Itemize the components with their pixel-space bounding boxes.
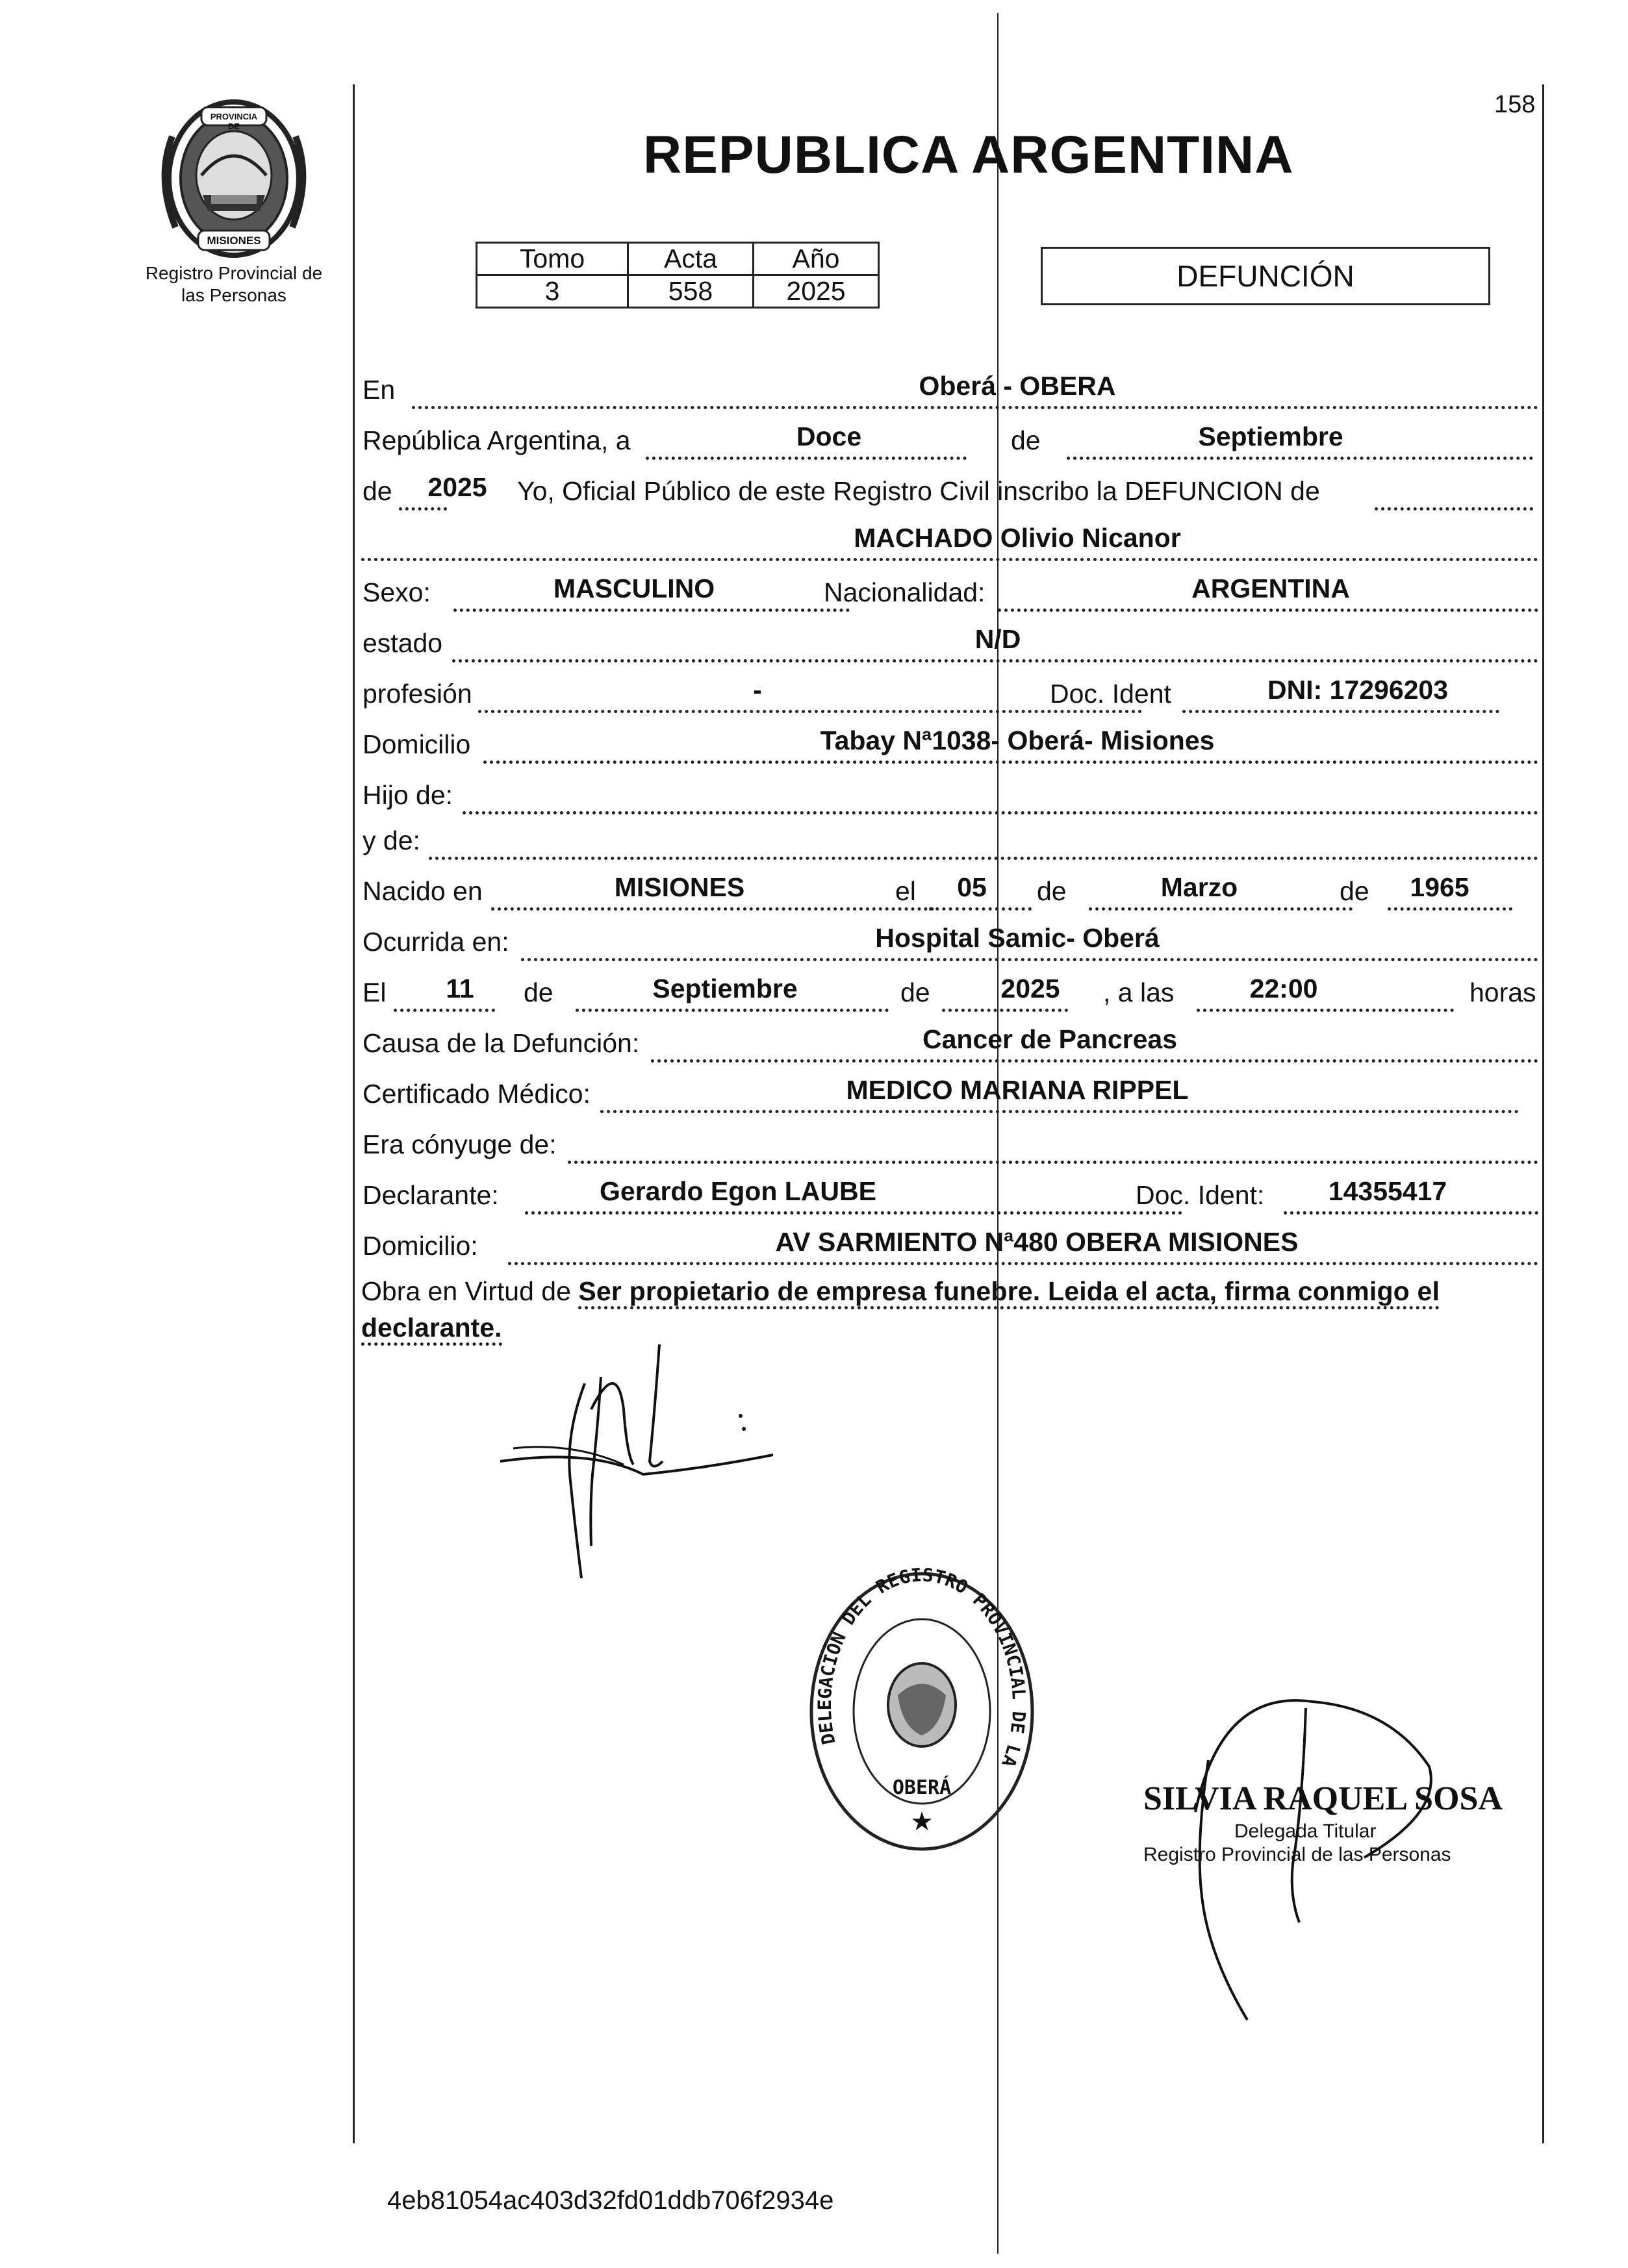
ocurrida-dots bbox=[521, 958, 1538, 961]
profesion-dots bbox=[478, 710, 1142, 713]
yde-label: y de: bbox=[362, 825, 420, 855]
causa-label: Causa de la Defunción: bbox=[362, 1028, 640, 1058]
declarante-value: Gerardo Egon LAUBE bbox=[600, 1176, 876, 1206]
volume-table bbox=[476, 242, 880, 309]
official-block bbox=[1143, 1780, 1507, 1866]
death-month: Septiembre bbox=[652, 974, 798, 1003]
official-dots bbox=[1375, 507, 1533, 510]
left-margin-line bbox=[353, 84, 355, 2143]
estado-label: estado bbox=[362, 628, 443, 658]
sexo-label: Sexo: bbox=[362, 577, 431, 607]
estado-dots bbox=[452, 659, 1538, 662]
nacido-dots bbox=[491, 907, 934, 911]
right-margin-line bbox=[1542, 84, 1544, 2143]
de1-label: de bbox=[1011, 425, 1041, 455]
row-declarante bbox=[361, 1170, 1538, 1220]
yde-dots bbox=[429, 857, 1538, 860]
declarante-dots bbox=[525, 1211, 1182, 1215]
row-causa bbox=[361, 1018, 1538, 1068]
year-value: 2025 bbox=[427, 472, 487, 502]
certificado-dots bbox=[600, 1110, 1519, 1113]
doc2-label: Doc. Ident: bbox=[1136, 1180, 1265, 1210]
birth-year: 1965 bbox=[1410, 872, 1469, 902]
birth-day-dots bbox=[929, 907, 1032, 911]
obra-value-line1: Ser propietario de empresa funebre. Leida el acta, firma conmigo el bbox=[578, 1276, 1440, 1309]
de5-label: de bbox=[524, 977, 553, 1007]
row-yde bbox=[361, 816, 1538, 865]
seal-star-icon: ★ bbox=[910, 1808, 934, 1836]
official-text: Yo, Oficial Público de este Registro Civil inscribo la DEFUNCION de bbox=[517, 476, 1320, 506]
tomo-value: 3 bbox=[477, 275, 628, 308]
registry-line1: Registro Provincial de bbox=[145, 263, 323, 283]
document-hash: 4eb81054ac403d32fd01ddb706f2934e bbox=[387, 2186, 834, 2215]
official-name: SILVIA RAQUEL SOSA bbox=[1143, 1780, 1503, 1817]
row-deceased-name bbox=[361, 517, 1538, 566]
alas-label: , a las bbox=[1103, 977, 1175, 1007]
volume-header-row bbox=[477, 243, 879, 275]
en-label: En bbox=[362, 375, 396, 405]
profesion-value: - bbox=[753, 675, 762, 705]
row-nacido bbox=[361, 866, 1538, 916]
doc-value: DNI: 17296203 bbox=[1267, 675, 1449, 705]
row-estado bbox=[361, 618, 1538, 668]
acta-value: 558 bbox=[628, 275, 754, 308]
causa-value: Cancer de Pancreas bbox=[922, 1024, 1178, 1054]
doc-label: Doc. Ident bbox=[1050, 679, 1171, 709]
republica-label: República Argentina, a bbox=[362, 425, 631, 455]
birth-year-dots bbox=[1388, 907, 1512, 911]
en-value: Oberá - OBERA bbox=[919, 371, 1116, 401]
de6-label: de bbox=[900, 977, 930, 1007]
emblem-text-top: PROVINCIA DE bbox=[210, 112, 258, 131]
page-number: 158 bbox=[1494, 91, 1536, 118]
row-domicilio2 bbox=[361, 1221, 1538, 1270]
month-value: Septiembre bbox=[1198, 422, 1343, 451]
obra-label: Obra en Virtud de bbox=[361, 1276, 571, 1306]
hijo-dots bbox=[463, 811, 1538, 814]
registry-line2: las Personas bbox=[181, 285, 286, 305]
conyuge-label: Era cónyuge de: bbox=[362, 1129, 557, 1159]
domicilio-value: Tabay Nª1038- Oberá- Misiones bbox=[820, 725, 1215, 755]
doc2-dots bbox=[1284, 1211, 1538, 1215]
doc-dots bbox=[1182, 710, 1499, 713]
official-seal bbox=[802, 1565, 1042, 1858]
seal-ring-text: DELEGACIÓN DEL REGISTRO PROVINCIAL DE LA bbox=[813, 1565, 1030, 1770]
doc2-value: 14355417 bbox=[1328, 1176, 1447, 1206]
declarant-signature bbox=[494, 1331, 793, 1578]
row-republica bbox=[361, 416, 1538, 465]
tomo-header: Tomo bbox=[477, 243, 628, 275]
row-domicilio bbox=[361, 720, 1538, 769]
declarante-label: Declarante: bbox=[362, 1180, 499, 1210]
page-title: REPUBLICA ARGENTINA bbox=[643, 125, 1294, 184]
row-certificado bbox=[361, 1069, 1538, 1118]
row-en bbox=[361, 365, 1538, 414]
nacido-label: Nacido en bbox=[362, 876, 483, 906]
row-ocurrida bbox=[361, 917, 1538, 966]
row-sexo bbox=[361, 568, 1538, 617]
death-year: 2025 bbox=[1000, 974, 1060, 1003]
emblem-text-bottom: MISIONES bbox=[207, 234, 261, 247]
row-conyuge bbox=[361, 1120, 1538, 1169]
death-month-dots bbox=[576, 1009, 889, 1012]
horas-label: horas bbox=[1469, 977, 1536, 1007]
official-office: Registro Provincial de las Personas bbox=[1143, 1844, 1451, 1865]
seal-icon bbox=[802, 1565, 1042, 1858]
birth-month: Marzo bbox=[1160, 872, 1238, 902]
certificado-label: Certificado Médico: bbox=[362, 1079, 591, 1109]
domicilio2-dots bbox=[508, 1262, 1538, 1265]
document-type-box: DEFUNCIÓN bbox=[1041, 247, 1490, 305]
row-hijo bbox=[361, 770, 1538, 820]
nacionalidad-dots bbox=[998, 609, 1538, 612]
de2-label: de bbox=[362, 476, 392, 506]
de3-label: de bbox=[1037, 876, 1067, 906]
nacido-value: MISIONES bbox=[614, 872, 745, 902]
month-dots bbox=[1067, 457, 1533, 460]
volume-value-row bbox=[477, 275, 879, 308]
day-value: Doce bbox=[796, 422, 862, 451]
name-dots bbox=[361, 558, 1538, 561]
nacionalidad-value: ARGENTINA bbox=[1191, 573, 1350, 603]
row-official bbox=[361, 466, 1538, 516]
death-day: 11 bbox=[446, 974, 474, 1003]
profesion-label: profesión bbox=[362, 679, 472, 709]
seal-bottom-text: OBERÁ bbox=[892, 1776, 952, 1799]
death-time-dots bbox=[1197, 1009, 1454, 1012]
conyuge-dots bbox=[568, 1161, 1538, 1164]
ocurrida-label: Ocurrida en: bbox=[362, 927, 509, 957]
domicilio-label: Domicilio bbox=[362, 729, 471, 759]
death-day-dots bbox=[394, 1009, 495, 1012]
domicilio-dots bbox=[483, 761, 1538, 764]
sexo-value: MASCULINO bbox=[553, 573, 715, 603]
anio-header: Año bbox=[754, 243, 879, 275]
obra-value-line2: declarante. bbox=[361, 1313, 502, 1346]
birth-month-dots bbox=[1089, 907, 1353, 911]
en-dots bbox=[412, 406, 1538, 409]
year-dots bbox=[399, 507, 447, 510]
row-death-date bbox=[361, 968, 1538, 1017]
birth-day: 05 bbox=[957, 872, 987, 902]
acta-header: Acta bbox=[628, 243, 754, 275]
death-time: 22:00 bbox=[1249, 974, 1318, 1003]
death-year-dots bbox=[942, 1009, 1068, 1012]
el2-label: El bbox=[362, 977, 387, 1007]
estado-value: N/D bbox=[974, 624, 1021, 654]
deceased-name: MACHADO Olivio Nicanor bbox=[854, 523, 1181, 553]
registry-emblem bbox=[156, 97, 312, 260]
row-profesion bbox=[361, 669, 1538, 718]
certificado-value: MEDICO MARIANA RIPPEL bbox=[846, 1075, 1189, 1105]
nacionalidad-label: Nacionalidad: bbox=[824, 577, 986, 607]
domicilio2-label: Domicilio: bbox=[362, 1231, 478, 1261]
official-role: Delegada Titular bbox=[1234, 1821, 1377, 1842]
day-dots bbox=[646, 457, 967, 460]
hijo-label: Hijo de: bbox=[362, 780, 453, 810]
sexo-dots bbox=[453, 609, 850, 612]
domicilio2-value: AV SARMIENTO Nª480 OBERA MISIONES bbox=[775, 1227, 1299, 1257]
registry-name bbox=[117, 262, 351, 307]
ocurrida-value: Hospital Samic- Oberá bbox=[875, 923, 1160, 953]
causa-dots bbox=[651, 1059, 1538, 1063]
de4-label: de bbox=[1340, 876, 1369, 906]
anio-value: 2025 bbox=[754, 275, 879, 308]
el-label: el bbox=[895, 876, 916, 906]
